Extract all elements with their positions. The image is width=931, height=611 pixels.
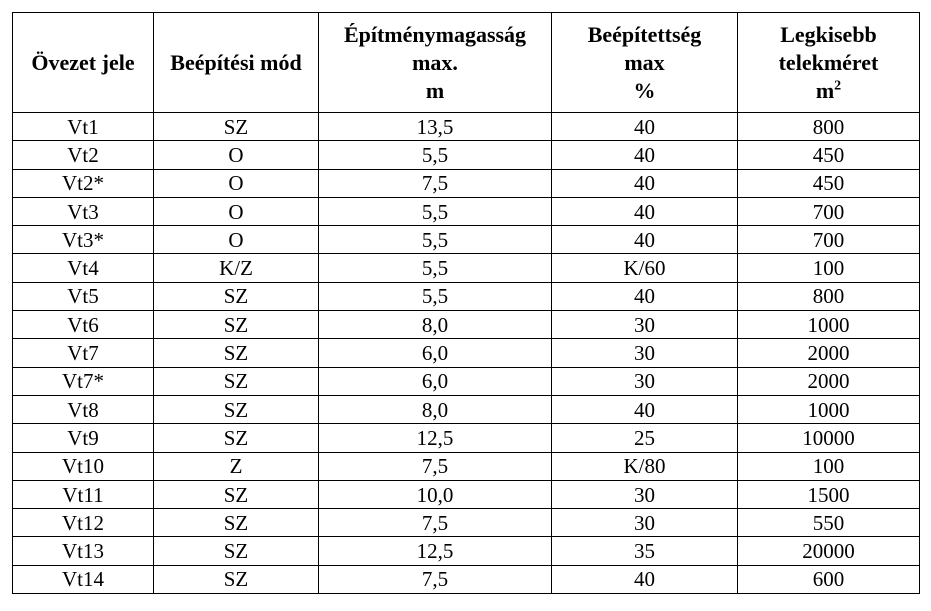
plot-size-cell: 450 [738, 169, 920, 197]
height-cell: 8,0 [319, 311, 552, 339]
building-mode-cell: SZ [154, 339, 319, 367]
building-mode-cell: Z [154, 452, 319, 480]
coverage-cell: 30 [552, 509, 738, 537]
height-cell: 5,5 [319, 282, 552, 310]
zone-code-cell: Vt3 [13, 197, 154, 225]
zone-code-cell: Vt10 [13, 452, 154, 480]
plot-size-cell: 100 [738, 254, 920, 282]
table-row [13, 565, 920, 593]
building-mode-cell: SZ [154, 509, 319, 537]
table-row [13, 113, 920, 141]
plot-size-cell: 800 [738, 282, 920, 310]
coverage-cell: 30 [552, 311, 738, 339]
height-cell: 13,5 [319, 113, 552, 141]
building-mode-cell: SZ [154, 480, 319, 508]
building-mode-cell: O [154, 141, 319, 169]
plot-size-cell: 2000 [738, 339, 920, 367]
plot-size-cell: 1000 [738, 311, 920, 339]
header-row [13, 13, 920, 113]
building-mode-cell: SZ [154, 565, 319, 593]
zone-code-cell: Vt2 [13, 141, 154, 169]
header-building-mode: Beépítési mód [154, 13, 319, 113]
height-cell: 5,5 [319, 141, 552, 169]
coverage-cell: 40 [552, 169, 738, 197]
coverage-cell: 30 [552, 480, 738, 508]
height-cell: 5,5 [319, 197, 552, 225]
zone-code-cell: Vt4 [13, 254, 154, 282]
coverage-cell: 40 [552, 282, 738, 310]
building-mode-cell: SZ [154, 367, 319, 395]
coverage-cell: 30 [552, 339, 738, 367]
building-mode-cell: SZ [154, 395, 319, 423]
table-row [13, 452, 920, 480]
height-cell: 6,0 [319, 367, 552, 395]
table-row [13, 537, 920, 565]
zone-code-cell: Vt8 [13, 395, 154, 423]
building-mode-cell: K/Z [154, 254, 319, 282]
coverage-cell: K/80 [552, 452, 738, 480]
zone-code-cell: Vt7* [13, 367, 154, 395]
zone-code-cell: Vt9 [13, 424, 154, 452]
height-cell: 7,5 [319, 509, 552, 537]
zoning-table [12, 12, 920, 594]
plot-size-cell: 1500 [738, 480, 920, 508]
coverage-cell: 40 [552, 141, 738, 169]
height-cell: 7,5 [319, 565, 552, 593]
height-cell: 7,5 [319, 169, 552, 197]
table-row [13, 424, 920, 452]
header-coverage: Beépítettség max % [552, 13, 738, 113]
coverage-cell: 40 [552, 113, 738, 141]
building-mode-cell: O [154, 226, 319, 254]
coverage-cell: 35 [552, 537, 738, 565]
zone-code-cell: Vt13 [13, 537, 154, 565]
zone-code-cell: Vt14 [13, 565, 154, 593]
plot-size-cell: 550 [738, 509, 920, 537]
plot-size-cell: 450 [738, 141, 920, 169]
coverage-cell: 30 [552, 367, 738, 395]
building-mode-cell: SZ [154, 113, 319, 141]
coverage-cell: 40 [552, 226, 738, 254]
header-min-plot-size: Legkisebb telekméret $m^2$ [738, 13, 920, 113]
plot-size-cell: 700 [738, 226, 920, 254]
header-zone-code: Övezet jele [13, 13, 154, 113]
plot-size-cell: 20000 [738, 537, 920, 565]
coverage-cell: 25 [552, 424, 738, 452]
table-row [13, 367, 920, 395]
plot-size-cell: 700 [738, 197, 920, 225]
building-mode-cell: SZ [154, 311, 319, 339]
building-mode-cell: SZ [154, 282, 319, 310]
plot-size-cell: 600 [738, 565, 920, 593]
zone-code-cell: Vt6 [13, 311, 154, 339]
height-cell: 6,0 [319, 339, 552, 367]
zone-code-cell: Vt11 [13, 480, 154, 508]
coverage-cell: 40 [552, 197, 738, 225]
coverage-cell: K/60 [552, 254, 738, 282]
zone-code-cell: Vt12 [13, 509, 154, 537]
height-cell: 5,5 [319, 226, 552, 254]
height-cell: 12,5 [319, 537, 552, 565]
table-row [13, 254, 920, 282]
header-building-height: Építménymagasság max. m [319, 13, 552, 113]
table-row [13, 141, 920, 169]
table-row [13, 311, 920, 339]
table-row [13, 509, 920, 537]
table-row [13, 226, 920, 254]
table-row [13, 197, 920, 225]
plot-size-cell: 2000 [738, 367, 920, 395]
table-row [13, 339, 920, 367]
building-mode-cell: O [154, 169, 319, 197]
building-mode-cell: SZ [154, 424, 319, 452]
table-row [13, 480, 920, 508]
table-body [13, 113, 920, 594]
coverage-cell: 40 [552, 395, 738, 423]
plot-size-cell: 100 [738, 452, 920, 480]
plot-size-cell: 1000 [738, 395, 920, 423]
height-cell: 10,0 [319, 480, 552, 508]
building-mode-cell: SZ [154, 537, 319, 565]
table-row [13, 395, 920, 423]
height-cell: 7,5 [319, 452, 552, 480]
zone-code-cell: Vt5 [13, 282, 154, 310]
coverage-cell: 40 [552, 565, 738, 593]
plot-size-cell: 800 [738, 113, 920, 141]
zone-code-cell: Vt1 [13, 113, 154, 141]
zone-code-cell: Vt3* [13, 226, 154, 254]
building-mode-cell: O [154, 197, 319, 225]
table-row [13, 282, 920, 310]
zone-code-cell: Vt7 [13, 339, 154, 367]
height-cell: 12,5 [319, 424, 552, 452]
plot-size-cell: 10000 [738, 424, 920, 452]
height-cell: 8,0 [319, 395, 552, 423]
height-cell: 5,5 [319, 254, 552, 282]
table-row [13, 169, 920, 197]
zone-code-cell: Vt2* [13, 169, 154, 197]
